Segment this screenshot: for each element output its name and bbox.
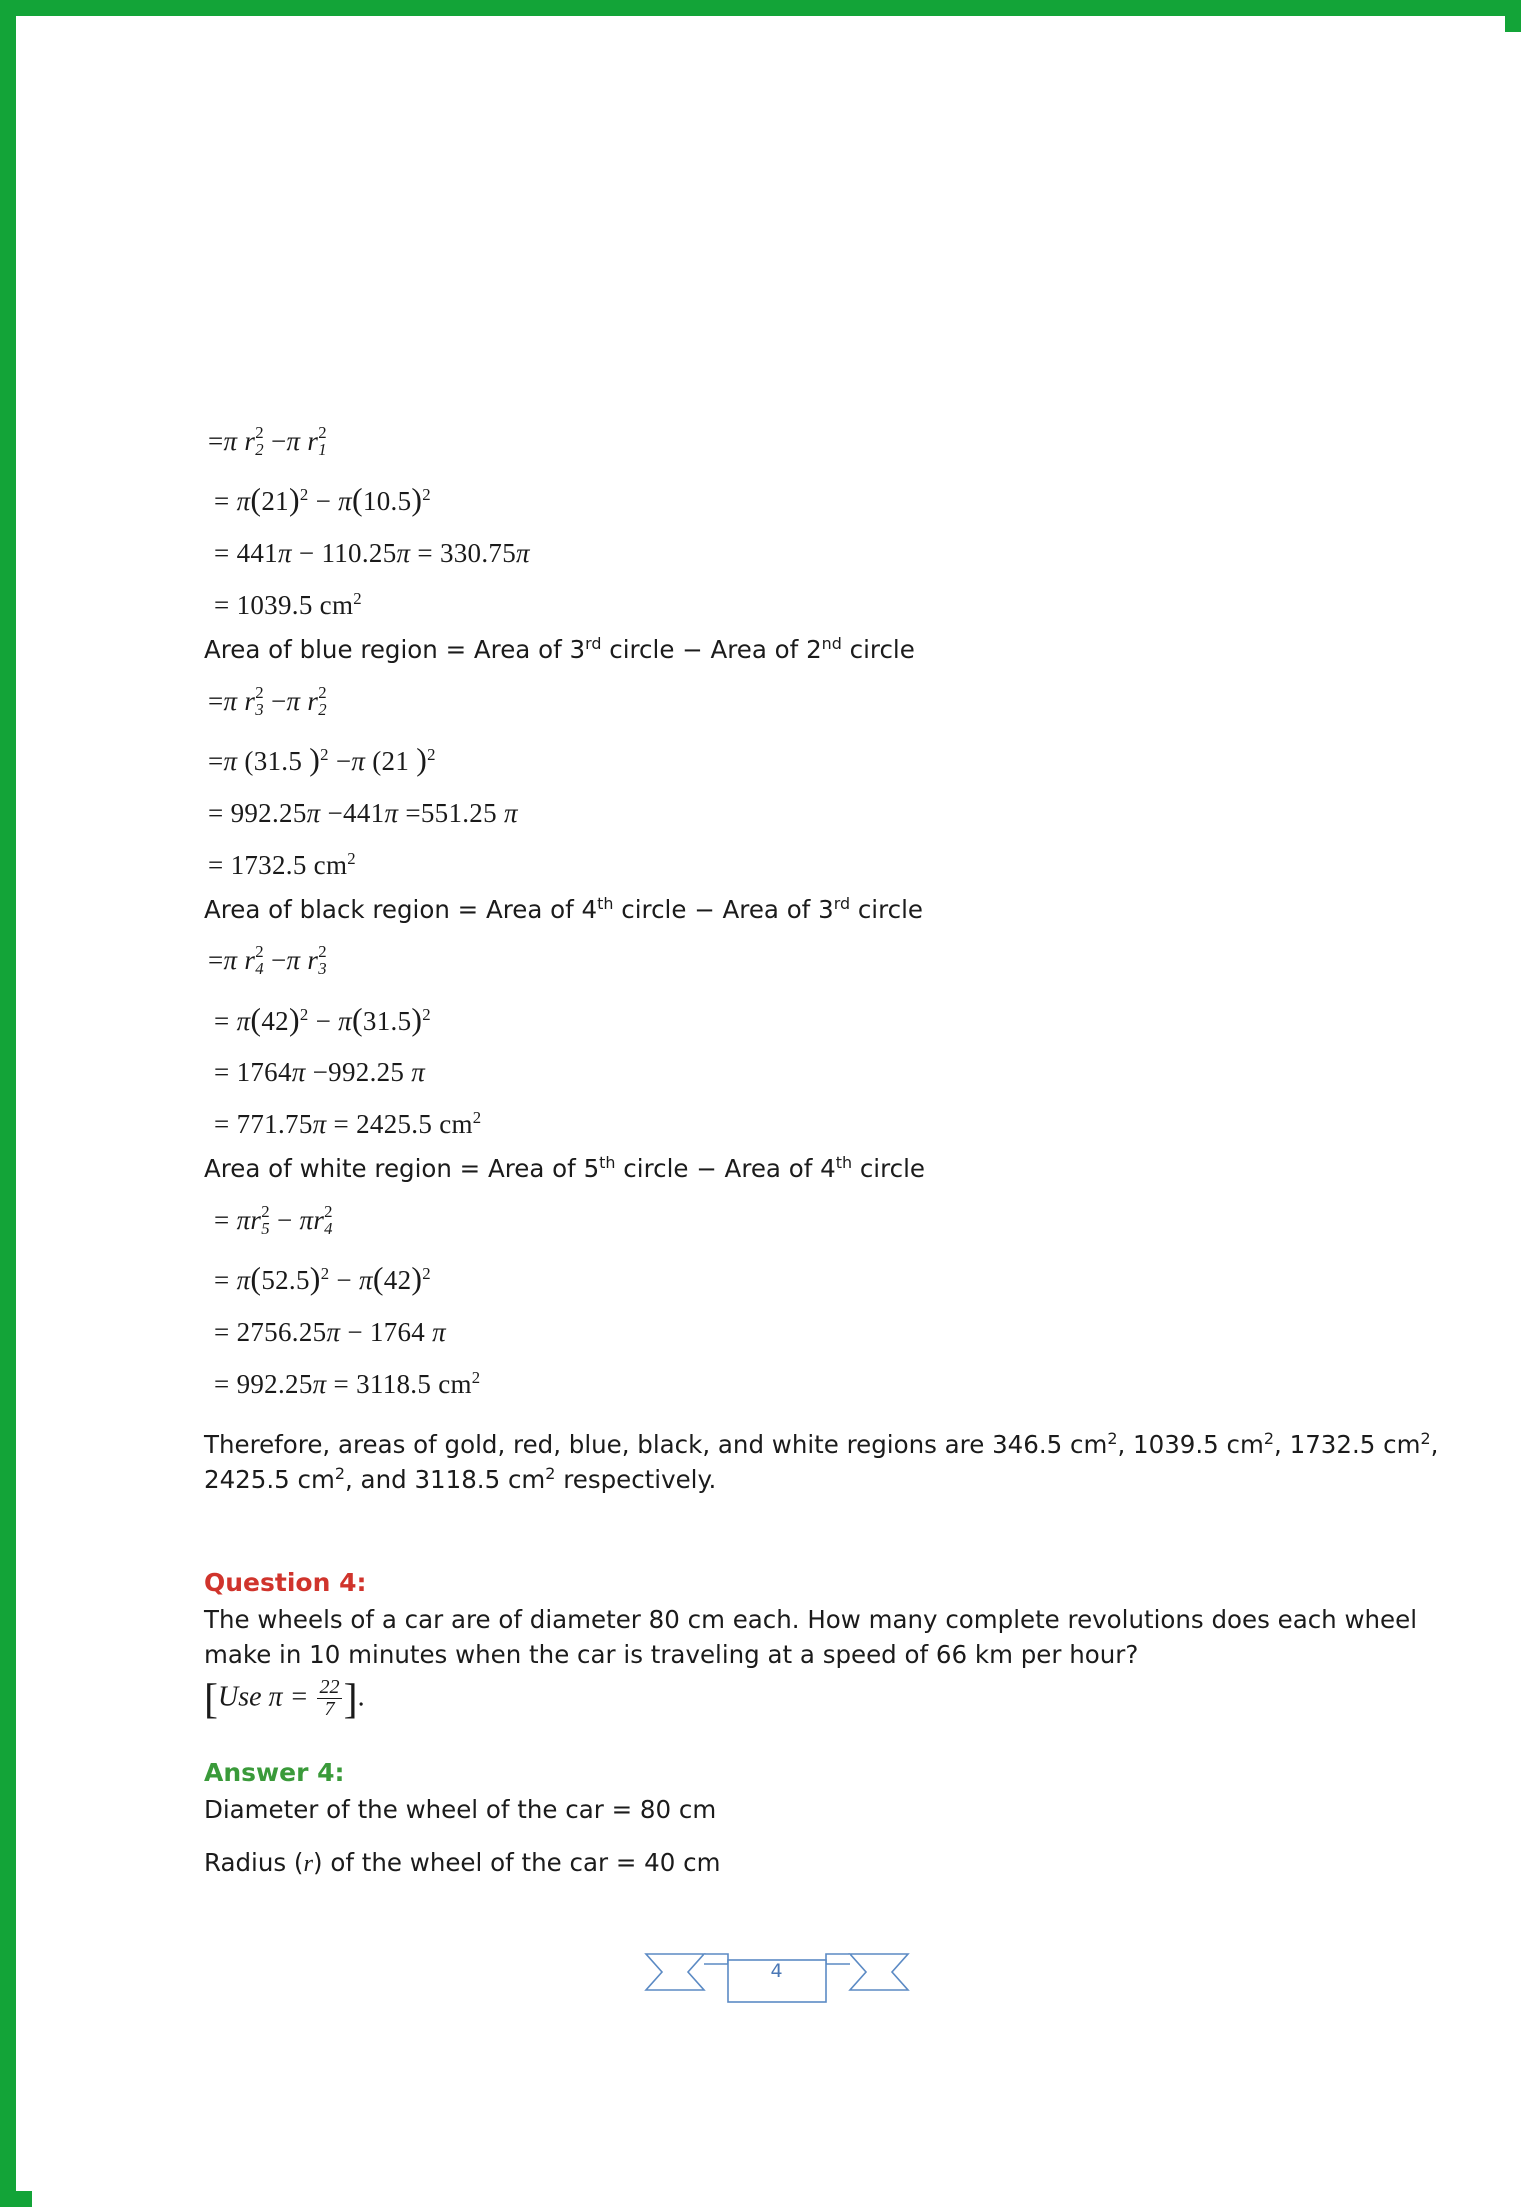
document-sheet bbox=[32, 32, 1521, 2207]
math-line-9: =π r 2 4 −π r 2 3 bbox=[208, 942, 327, 979]
math-line-14: = $\pi(52.5)^2 - \pi(42)^2$ bbox=[214, 1261, 431, 1297]
question-4-pi-bracket: [Use π = $\frac{22}{7}$ ]. bbox=[204, 1675, 365, 1724]
math-line-15: = 2756.25π − 1764 π bbox=[214, 1316, 446, 1347]
pi-use-label: Use π = bbox=[218, 1681, 309, 1713]
math-line-12: = 771.75π = 2425.5 $cm^2$ bbox=[214, 1108, 482, 1140]
math-line-10: = $\pi(42)^2 - \pi(31.5)^2$ bbox=[214, 1001, 431, 1037]
math-line-2: = $\pi(21)^2 - \pi(10.5)^2$ bbox=[214, 482, 431, 518]
conclusion-paragraph: Therefore, areas of gold, red, blue, black, and white regions are 346.5 $cm^2$, 1039.5 $cm^2$, 1732.5 $cm^2$, 2425.5 $cm^2$, and 3118.5 $cm^2$ respectively. bbox=[204, 1428, 1439, 1495]
document-content bbox=[204, 423, 1449, 1882]
pi-fraction bbox=[317, 1677, 341, 1720]
statement-white-region: Area of white region = Area of 5th circle − Area of 4th circle bbox=[204, 1153, 925, 1184]
pi-fraction-numerator: 22 bbox=[319, 1675, 340, 1698]
math-line-16: = 992.25π = 3118.5 $cm^2$ bbox=[214, 1367, 481, 1399]
math-line-8: = 1732.5 $cm^2$ bbox=[208, 848, 356, 880]
math-line-13: = πr 2 5 − πr 2 4 bbox=[214, 1201, 333, 1238]
question-4-text: The wheels of a car are of diameter 80 cm each. How many complete revolutions does each wheel make in 10 minutes when the car is traveling at a speed of 66 km per hour? bbox=[204, 1604, 1418, 1669]
statement-blue-region: Area of blue region = Area of 3rd circle − Area of 2nd circle bbox=[204, 634, 915, 665]
answer-4-line-2: Radius (r) of the wheel of the car = 40 cm bbox=[204, 1848, 721, 1878]
question-4-heading: Question 4: bbox=[204, 1567, 367, 1597]
page-footer bbox=[32, 1932, 1521, 2012]
statement-black-region: Area of black region = Area of 4th circle − Area of 3rd circle bbox=[204, 893, 923, 925]
math-line-5: =π r 2 3 −π r 2 2 bbox=[208, 682, 327, 719]
pi-fraction-denominator: 7 bbox=[324, 1697, 335, 1720]
ribbon-graphic bbox=[642, 1932, 912, 2012]
answer-4-line-1: Diameter of the wheel of the car = 80 cm bbox=[204, 1795, 717, 1825]
answer-4-heading: Answer 4: bbox=[204, 1758, 345, 1788]
math-line-1: =π r 2 2 −π r 2 1 bbox=[208, 423, 327, 460]
math-line-6: =π (31.5 )$^2$ −π (21 )$^2$ bbox=[208, 742, 436, 778]
math-line-11: = 1764π −992.25 π bbox=[214, 1057, 426, 1088]
page-number: 4 bbox=[770, 1960, 783, 1982]
math-line-4: = 1039.5 $cm^2$ bbox=[214, 589, 362, 621]
math-line-7: = 992.25π −441π =551.25 π bbox=[208, 797, 518, 828]
math-line-3: = 441π − 110.25π = 330.75π bbox=[214, 538, 530, 569]
